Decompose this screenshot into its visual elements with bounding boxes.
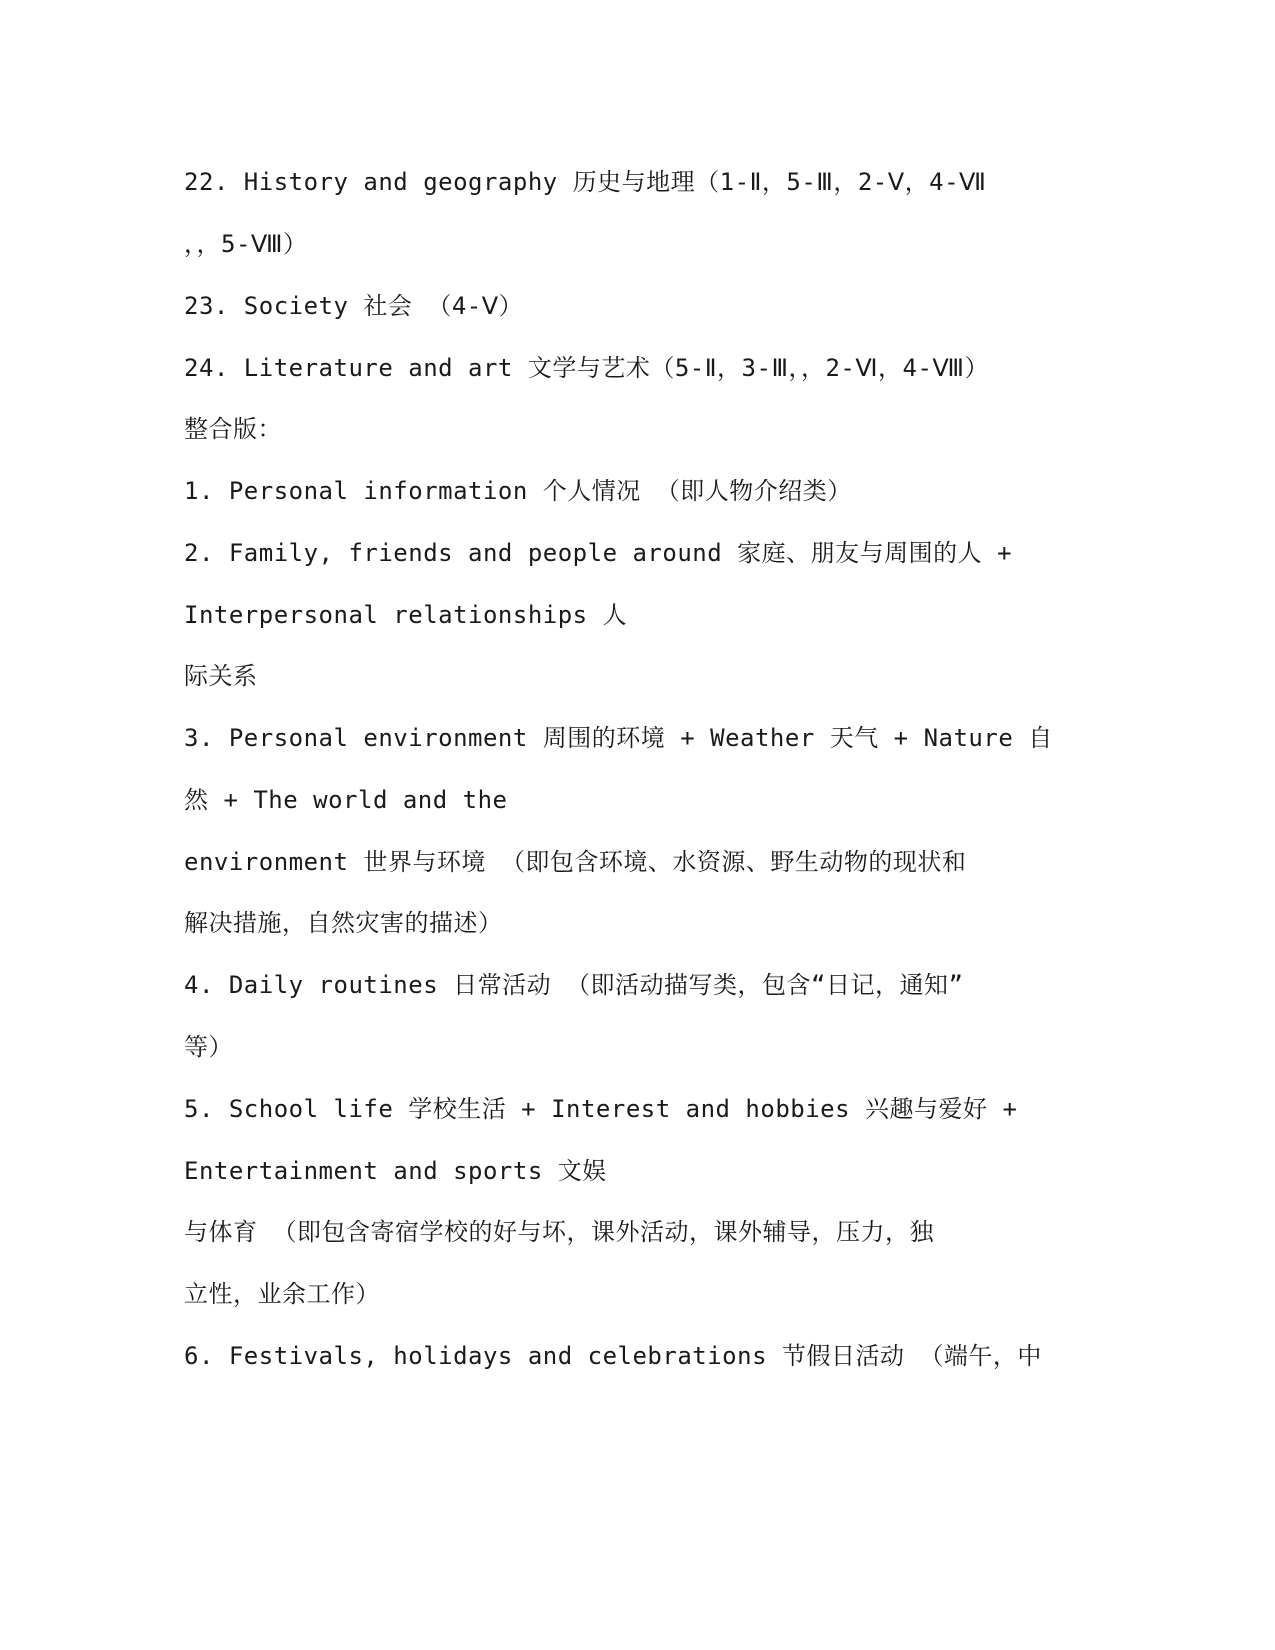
text-line: 5. School life 学校生活 + Interest and hobbies 兴趣与爱好 + bbox=[184, 1095, 1018, 1123]
text-line: 解决措施，自然灾害的描述） bbox=[184, 909, 503, 937]
text-line: 4. Daily routines 日常活动 （即活动描写类，包含“日记，通知” bbox=[184, 971, 964, 999]
text-line: 1. Personal information 个人情况 （即人物介绍类） bbox=[184, 477, 852, 505]
text-line: 22. History and geography 历史与地理（1-Ⅱ，5-Ⅲ，2-Ⅴ，4-Ⅶ bbox=[184, 168, 987, 196]
text-line: 24. Literature and art 文学与艺术（5-Ⅱ，3-Ⅲ，，2-Ⅵ，4-Ⅷ） bbox=[184, 354, 990, 382]
text-line: Entertainment and sports 文娱 bbox=[184, 1157, 607, 1185]
text-line: 3. Personal environment 周围的环境 + Weather 天气 + Nature 自 bbox=[184, 724, 1053, 752]
text-line: 立性，业余工作） bbox=[184, 1280, 380, 1308]
text-line: 23. Society 社会 （4-Ⅴ） bbox=[184, 292, 524, 320]
text-line: 2. Family, friends and people around 家庭、朋友与周围的人 + bbox=[184, 539, 1013, 567]
text-line: 际关系 bbox=[184, 662, 258, 690]
text-line: 与体育 （即包含寄宿学校的好与坏，课外活动，课外辅导，压力，独 bbox=[184, 1218, 934, 1246]
text-line: 然 + The world and the bbox=[184, 786, 508, 814]
text-line: Interpersonal relationships 人 bbox=[184, 601, 628, 629]
text-line: 6. Festivals, holidays and celebrations 节假日活动 （端午，中 bbox=[184, 1342, 1042, 1370]
text-line: ，，5-Ⅷ） bbox=[184, 230, 308, 258]
text-line: 整合版： bbox=[184, 415, 282, 443]
text-line: environment 世界与环境 （即包含环境、水资源、野生动物的现状和 bbox=[184, 848, 967, 876]
text-line: 等） bbox=[184, 1033, 233, 1061]
